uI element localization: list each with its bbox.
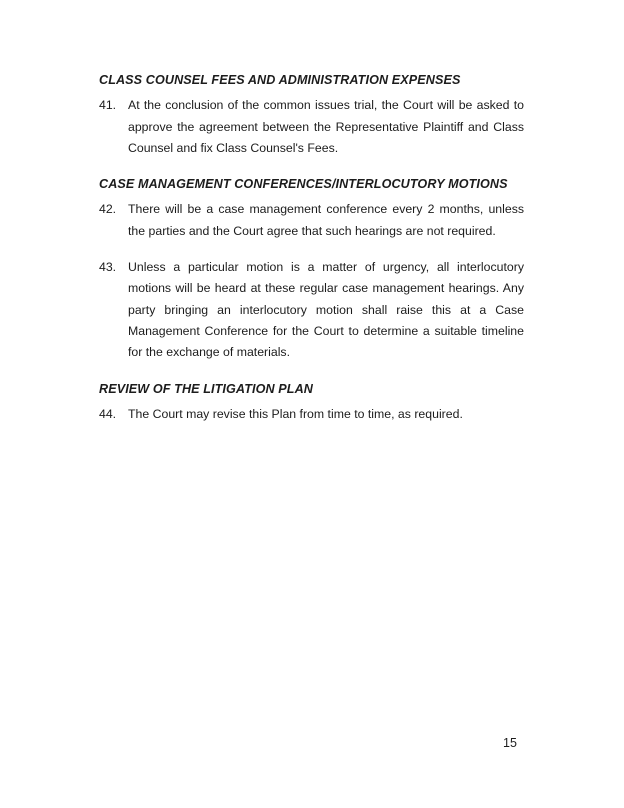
numbered-paragraph (99, 257, 524, 363)
paragraph-text: The Court may revise this Plan from time to time, as required. (128, 406, 463, 421)
document-section (99, 70, 524, 159)
document-section (99, 379, 524, 426)
paragraph-number: 44. (99, 406, 117, 421)
section-heading: REVIEW OF THE LITIGATION PLAN (99, 381, 313, 396)
paragraph-text: Unless a particular motion is a matter of urgency, all interlocutory motions will be heard at these regular case management hearings. Any party bringing an interlocutory motion shall raise this at a Case Management Conference for the Court to determine a suitable timeline for the exchange of materials. (128, 260, 524, 360)
paragraph-number: 42. (99, 202, 117, 217)
page-number: 15 (503, 736, 517, 750)
document-section (99, 174, 524, 363)
paragraph-text: At the conclusion of the common issues trial, the Court will be asked to approve the agreement between the Representative Plaintiff and Class Counsel and fix Class Counsel's Fees. (128, 98, 524, 155)
section-paragraphs (99, 95, 524, 159)
numbered-paragraph (99, 404, 524, 425)
section-paragraphs (99, 199, 524, 363)
section-heading: CASE MANAGEMENT CONFERENCES/INTERLOCUTORY MOTIONS (99, 177, 508, 192)
paragraph-number: 41. (99, 98, 117, 113)
section-heading: CLASS COUNSEL FEES AND ADMINISTRATION EXPENSES (99, 73, 461, 87)
paragraph-text: There will be a case management conference every 2 months, unless the parties and the Court agree that such hearings are not required. (128, 202, 524, 238)
numbered-paragraph (99, 95, 524, 159)
section-paragraphs (99, 404, 524, 425)
paragraph-number: 43. (99, 260, 117, 275)
numbered-paragraph (99, 199, 524, 242)
